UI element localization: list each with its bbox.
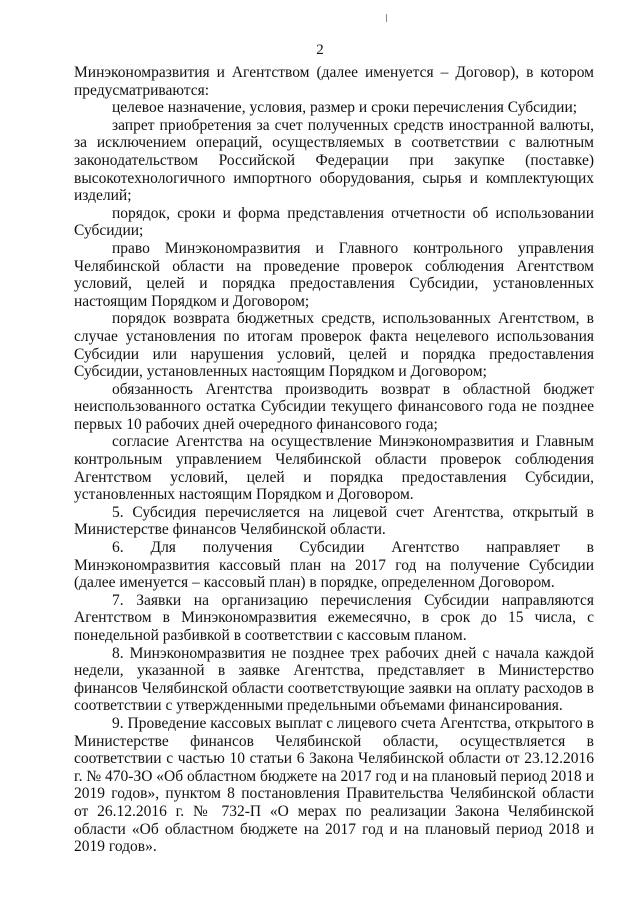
paragraph-reporting: порядок, сроки и форма представления отчетности об использовании Субсидии;	[74, 204, 594, 240]
paragraph-item-8: 8. Минэкономразвития не позднее трех рабочих дней с начала каждой недели, указанной в заявке Агентства, представляет в Министерство финансов Челябинской области соответствующие заявки на оплату расходов в соответствии с утвержденными предельными объемами финансирования.	[74, 644, 594, 715]
document-body	[74, 64, 594, 856]
paragraph-item-7: 7. Заявки на организацию перечисления Субсидии направляются Агентством в Минэкономразвития ежемесячно, в срок до 15 числа, с понедельной разбивкой в соответствии с кассовым планом.	[74, 591, 594, 644]
scan-artifact	[386, 14, 387, 22]
page-number: 2	[316, 42, 324, 58]
paragraph-audit-consent: согласие Агентства на осуществление Минэкономразвития и Главным контрольным управлением Челябинской области проверок соблюдения Агентством условий, целей и порядка предоставления Субсидии, установленных настоящим Порядком и Договором.	[74, 433, 594, 504]
paragraph-return-obligation: обязанность Агентства производить возврат в областной бюджет неиспользованного остатка Субсидии текущего финансового года не позднее первых 10 рабочих дней очередного финансового года;	[74, 380, 594, 433]
paragraph-currency-prohibition: запрет приобретения за счет полученных средств иностранной валюты, за исключением операций, осуществляемых в соответствии с валютным законодательством Российской Федерации при закупке (поставке) высокотехнологичного импортного оборудования, сырья и комплектующих изделий;	[74, 116, 594, 205]
paragraph-purpose-conditions: целевое назначение, условия, размер и сроки перечисления Субсидии;	[112, 99, 578, 117]
paragraph-continuation: Минэкономразвития и Агентством (далее именуется – Договор), в котором предусматриваются:	[74, 64, 594, 99]
paragraph-item-5: 5. Субсидия перечисляется на лицевой счет Агентства, открытый в Министерстве финансов Челябинской области.	[74, 503, 594, 539]
paragraph-item-9: 9. Проведение кассовых выплат с лицевого счета Агентства, открытого в Министерстве финансов Челябинской области, осуществляется в соответствии с частью 10 статьи 6 Закона Челябинской области от 23.12.2016 г. № 470-ЗО «Об областном бюджете на 2017 год и на плановый период 2018 и 2019 годов», пунктом 8 постановления Правительства Челябинской области от 26.12.2016 г. № 732-П «О мерах по реализации Закона Челябинской области «Об областном бюджете на 2017 год и на плановый период 2018 и 2019 годов».	[74, 714, 594, 856]
paragraph-item-6: 6. Для получения Субсидии Агентство направляет в Минэкономразвития кассовый план на 2017 год на получение Субсидии (далее именуется – кассовый план) в порядке, определенном Договором.	[74, 539, 594, 592]
paragraph-return-procedure: порядок возврата бюджетных средств, использованных Агентством, в случае установления по итогам проверок факта нецелевого использования Субсидии или нарушения условий, целей и порядка предоставления Субсидии, установленных настоящим Порядком и Договором;	[74, 310, 594, 381]
paragraph-audit-right: право Минэкономразвития и Главного контрольного управления Челябинской области на проведение проверок соблюдения Агентством условий, целей и порядка предоставления Субсидии, установленных настоящим Порядком и Договором;	[74, 239, 594, 310]
